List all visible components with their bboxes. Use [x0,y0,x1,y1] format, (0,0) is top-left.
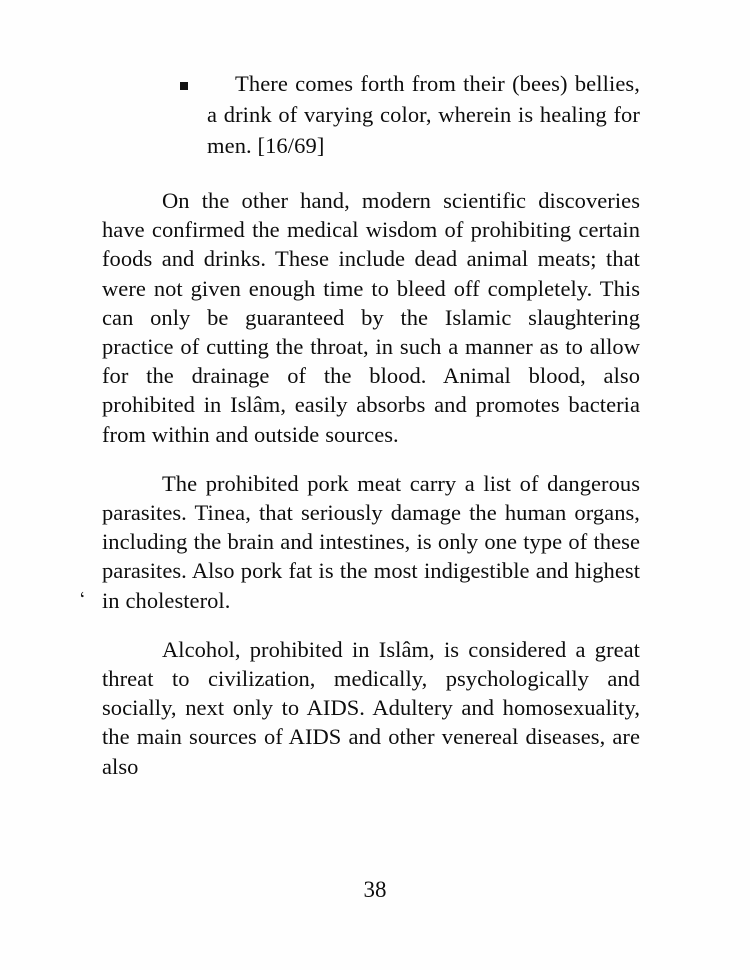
quotation-text: There comes forth from their (bees) bellies, a drink of varying color, wherein is healing for men. [16/69] [207,71,640,158]
paragraph-pork: The prohibited pork meat carry a list of dangerous parasites. Tinea, that seriously damage the human organs, including the brain and intestines, is only one type of these parasites. Also pork fat is the most indigestible and highest in cholesterol. [102,470,640,613]
paragraph-alcohol: Alcohol, prohibited in Islâm, is considered a great threat to civilization, medically, psychologically and socially, next only to AIDS. Adultery and homosexuality, the main sources of AIDS and other venereal diseases, are also [102,636,640,779]
square-bullet-icon [180,82,188,90]
page-number: 38 [363,877,387,902]
paragraph-modern-science: On the other hand, modern scientific discoveries have confirmed the medical wisdom of prohibiting certain foods and drinks. These include dead animal meats; that were not given enough time to bleed off completely. This can only be guaranteed by the Islamic slaughtering practice of cutting the throat, in such a manner as to allow for the drainage of the blood. Animal blood, also prohibited in Islâm, easily absorbs and promotes bacteria from within and outside sources. [102,188,640,447]
scan-artifact-mark: ‘ [77,587,90,611]
quotation-block [180,68,640,161]
body-text-column [102,186,640,781]
